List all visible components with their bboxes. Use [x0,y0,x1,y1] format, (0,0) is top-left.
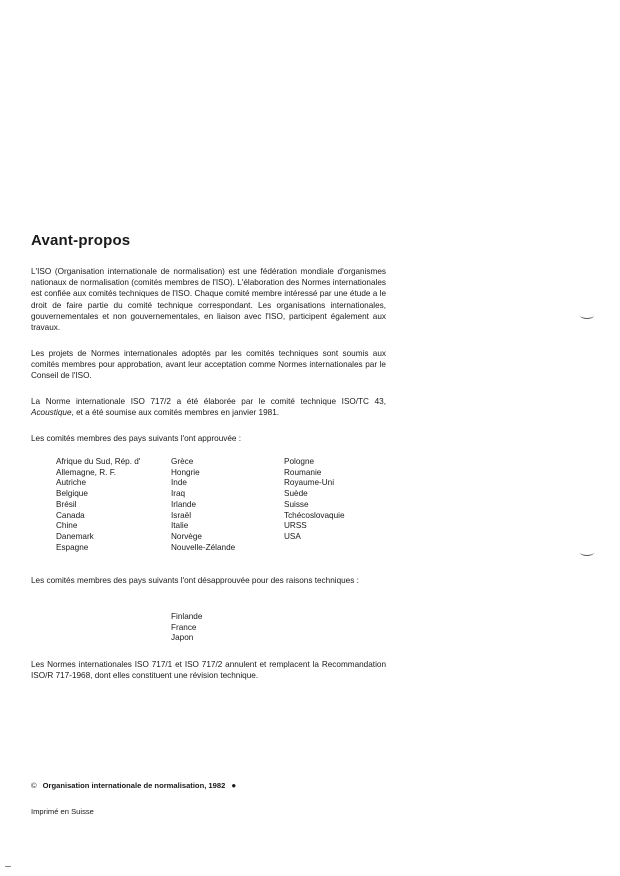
country-item: Irlande [171,499,197,509]
copyright-line [31,781,236,790]
disapproved-countries [171,612,202,644]
country-item: Chine [56,521,78,531]
country-item: Espagne [56,542,89,552]
paragraph-replacement: Les Normes internationales ISO 717/1 et ISO 717/2 annulent et remplacent la Recommandation ISO/R 717-1968, dont elles constituent une révision technique. [31,660,386,681]
country-item: France [171,622,197,632]
country-item: Iraq [171,489,186,499]
country-item: Belgique [56,489,88,499]
country-item: Pologne [284,457,315,466]
page-title: Avant-propos [31,232,131,249]
country-item: Italie [171,521,189,531]
country-item: Suède [284,489,308,499]
paragraph-iso-717-2-text: La Norme internationale ISO 717/2 a été élaborée par le comité technique ISO/TC 43, [31,397,386,406]
country-item: Roumanie [284,467,322,477]
country-item: Suisse [284,499,309,509]
country-item: URSS [284,521,307,531]
country-item: Canada [56,510,85,520]
country-item: Japon [171,633,194,643]
paragraph-iso-717-2-rest: , et a été soumise aux comités membres en janvier 1981. [71,408,280,418]
country-item: Danemark [56,531,94,541]
approved-countries-col1 [56,457,140,553]
copyright-symbol: © [31,781,37,790]
paragraph-iso-717-2 [31,396,386,418]
country-item: Finlande [171,612,203,621]
paragraph-iso-intro: L'ISO (Organisation internationale de normalisation) est une fédération mondiale d'organismes nationaux de normalisation (comités membres de l'ISO). L'élaboration des Normes internationales est confiée aux comités techniques de l'ISO. Chaque comité membre intéressé par une étude a le droit de faire partie du comité technique correspondant. Les organisations internationales, gouvernementales et non gouvernementales, en liaison avec l'ISO, participent également aux travaux. [31,267,386,333]
printed-in-line: Imprimé en Suisse [31,807,94,816]
paragraph-acoustique: Acoustique [31,408,72,418]
country-item: Afrique du Sud, Rép. d' [56,457,141,466]
paragraph-disapproved-intro: Les comités membres des pays suivants l'ont désapprouvée pour des raisons techniques : [31,576,359,585]
country-item: Hongrie [171,467,200,477]
country-item: Norvège [171,531,202,541]
country-item: Tchécoslovaquie [284,510,345,520]
edge-mark [5,866,11,867]
copyright-organisation: Organisation internationale de normalisation, 1982 [42,781,226,790]
country-item: Israël [171,510,192,520]
country-item: USA [284,531,301,541]
bullet-icon: ● [231,781,237,790]
country-item: Nouvelle-Zélande [171,542,236,552]
margin-mark [580,549,594,556]
paragraph-approved-intro: Les comités membres des pays suivants l'ont approuvée : [31,434,241,443]
country-item: Grèce [171,457,194,466]
country-item: Brésil [56,499,77,509]
country-item: Autriche [56,478,87,488]
country-item: Inde [171,478,187,488]
margin-mark [580,312,594,319]
country-item: Allemagne, R. F. [56,467,117,477]
approved-countries-col3 [284,457,345,543]
paragraph-drafts: Les projets de Normes internationales adoptés par les comités techniques sont soumis aux comités membres pour approbation, avant leur acceptation comme Normes internationales par le Conseil de l'ISO. [31,349,386,381]
approved-countries-col2 [171,457,235,553]
country-item: Royaume-Uni [284,478,335,488]
